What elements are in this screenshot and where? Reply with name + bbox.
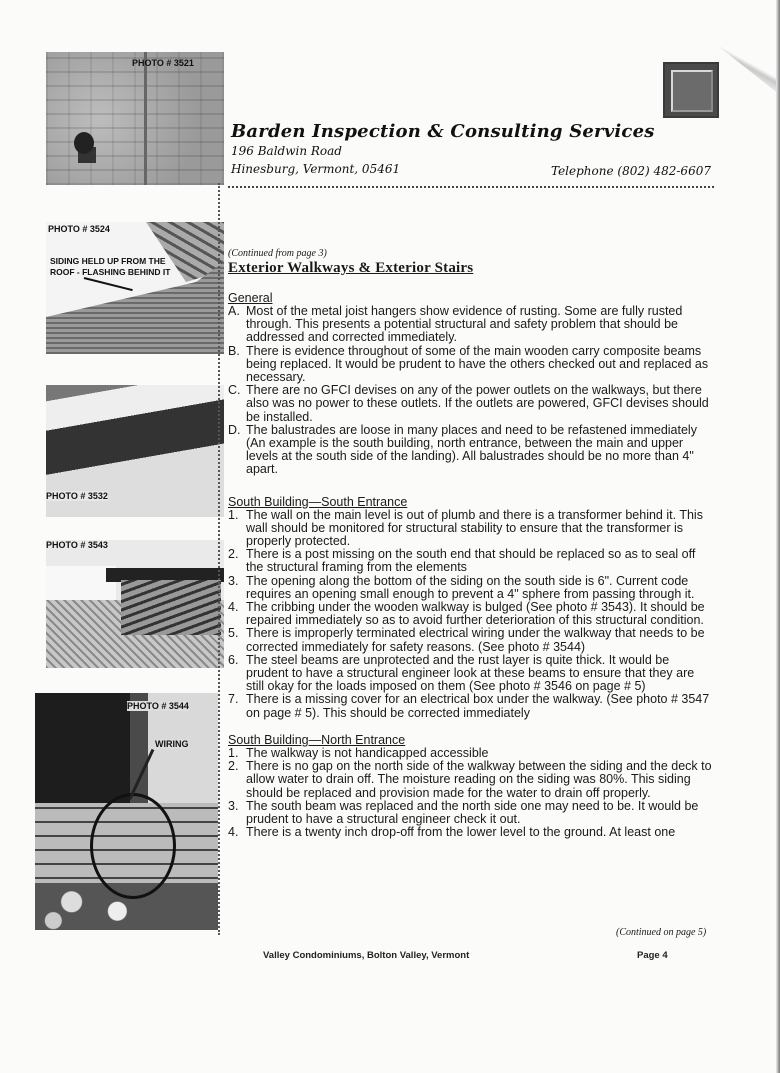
photo-caption: PHOTO # 3524 xyxy=(48,224,110,234)
telephone: Telephone (802) 482-6607 xyxy=(551,164,711,178)
photo-annotation: SIDING HELD UP FROM THE xyxy=(50,256,166,266)
photo-3524 xyxy=(46,222,224,354)
footer-property: Valley Condominiums, Bolton Valley, Vermont xyxy=(263,950,470,961)
photo-annotation: WIRING xyxy=(155,739,189,749)
subsection-heading-general: General xyxy=(228,291,273,305)
photo-3521 xyxy=(46,52,224,185)
column-divider xyxy=(218,183,220,935)
photo-caption: PHOTO # 3543 xyxy=(46,540,108,550)
report-body xyxy=(228,248,712,839)
list-item: C. There are no GFCI devises on any of the power outlets on the walkways, but there also was no power to these outlets. If the outlets are powered, GFCI devises should be installed. xyxy=(228,383,709,424)
list-item: 2. There is no gap on the north side of the walkway between the siding and the deck to allow water to drain off. The moisture reading on the siding was 80%. This siding should be replaced and provision made for the water to drain off properly. xyxy=(228,759,712,800)
list-item: 5. There is improperly terminated electrical wiring under the walkway that needs to be corrected immediately for safety reasons. (See photo # 3544) xyxy=(228,626,705,654)
list-item: 4. There is a twenty inch drop-off from the lower level to the ground. At least one xyxy=(228,825,676,840)
photo-3532 xyxy=(46,385,224,517)
photo-annotation: ROOF - FLASHING BEHIND IT xyxy=(50,267,171,277)
company-logo xyxy=(663,62,719,118)
list-item: 2. There is a post missing on the south end that should be replaced so as to seal off the structural framing from the elements xyxy=(228,547,696,575)
header-divider xyxy=(228,186,714,188)
north-entrance-list xyxy=(228,747,712,839)
list-item: 3. The opening along the bottom of the siding on the south side is 6". Current code requires an opening small enough to prevent a 4" sphere from passing through it. xyxy=(228,573,695,601)
list-item: 1. The wall on the main level is out of plumb and there is a transformer behind it. This wall should be monitored for structural stability to ensure that the transformer is properly protected. xyxy=(228,507,703,549)
address-line-2: Hinesburg, Vermont, 05461 xyxy=(231,162,401,176)
arrow-icon xyxy=(84,277,133,291)
list-item: D. The balustrades are loose in many places and need to be refastened immediately (An example is the south building, north entrance, between the main and upper levels at the south side of the landing). All balustrades should be no more than 4" apart. xyxy=(228,422,697,477)
photo-caption: PHOTO # 3532 xyxy=(46,491,108,501)
address-line-1: 196 Baldwin Road xyxy=(231,144,342,158)
company-name: Barden Inspection & Consulting Services xyxy=(231,121,655,142)
list-item: A. Most of the metal joist hangers show evidence of rusting. Some are fully rusted through. This presents a potential structural and safety problem that should be addressed and corrected immediately. xyxy=(228,304,683,345)
page-edge-shadow xyxy=(776,0,780,1073)
list-item: B. There is evidence throughout of some of the main wooden carry composite beams being replaced. It would be prudent to have the others checked out and replaced as necessary. xyxy=(228,343,709,385)
list-item: 3. The south beam was replaced and the north side one may need to be. It would be prudent to have a structural engineer check it out. xyxy=(228,798,699,826)
continued-on: (Continued on page 5) xyxy=(616,927,707,938)
photo-caption: PHOTO # 3544 xyxy=(127,701,189,711)
continued-from: (Continued from page 3) xyxy=(228,248,327,259)
south-entrance-list xyxy=(228,509,712,720)
list-item: 6. The steel beams are unprotected and the rust layer is quite thick. It would be prudent to have a structural engineer look at these beams to ensure that they are still okay for the loads imposed on them (See photo # 3546 on page # 5) xyxy=(228,652,695,694)
general-list xyxy=(228,305,712,477)
photo-3544 xyxy=(35,693,218,930)
subsection-heading-north-entrance: South Building—North Entrance xyxy=(228,732,406,747)
list-item: 7. There is a missing cover for an electrical box under the walkway. (See photo # 3547 on page # 5). This should be corrected immediately xyxy=(228,692,710,720)
photo-caption: PHOTO # 3521 xyxy=(132,58,194,68)
list-item: 4. The cribbing under the wooden walkway is bulged (See photo # 3543). It should be repaired immediately so as to avoid further deterioration of this structural condition. xyxy=(228,600,705,628)
page-number: Page 4 xyxy=(637,950,668,961)
photo-3543 xyxy=(46,540,224,668)
highlight-circle xyxy=(90,793,176,899)
section-title: Exterior Walkways & Exterior Stairs xyxy=(228,260,474,276)
vent-stack xyxy=(74,132,94,154)
list-item: 1. The walkway is not handicapped accessible xyxy=(228,745,489,760)
subsection-heading-south-entrance: South Building—South Entrance xyxy=(228,494,408,509)
